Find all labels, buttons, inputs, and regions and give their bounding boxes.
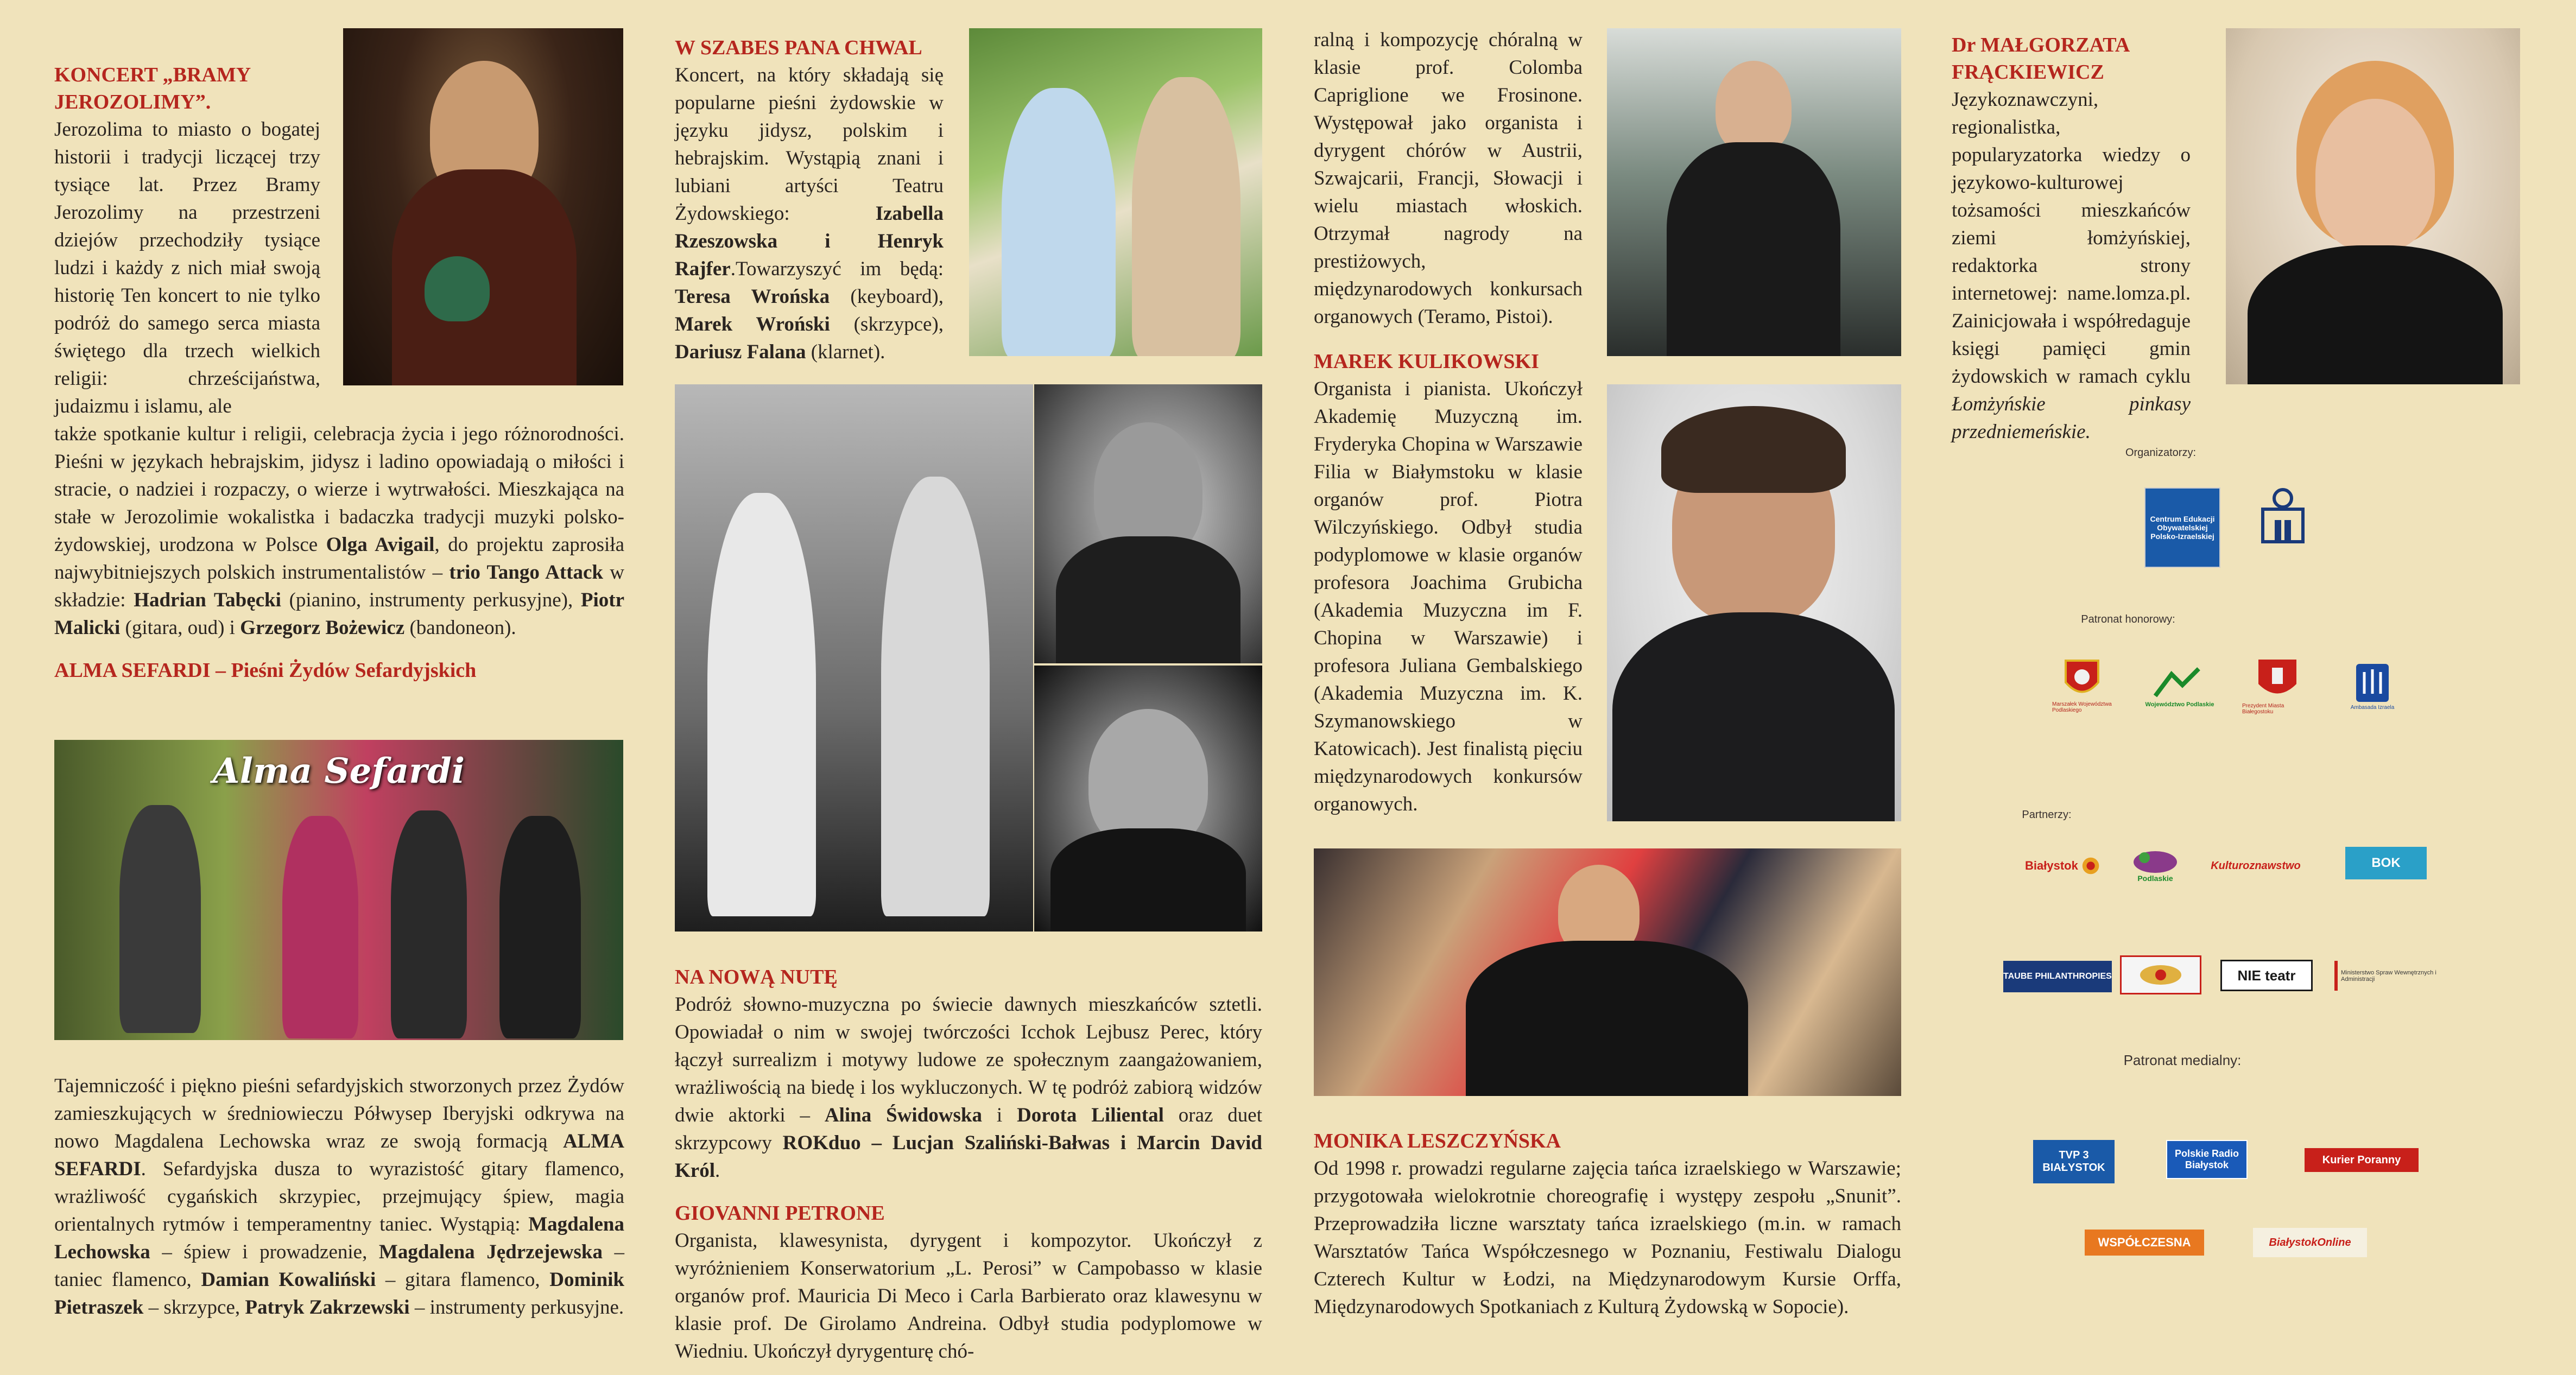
photo-alma-sefardi (54, 740, 623, 1040)
partner-logo-podlaskie: Podlaskie (2123, 841, 2188, 888)
partner-logo-bok: BOK (2345, 847, 2427, 879)
leszczynska-heading: MONIKA LESZCZYŃSKA (1314, 1130, 1561, 1152)
hon-logo-2: Województwo Podlaskie (2139, 650, 2220, 721)
column-2-lower (675, 964, 1262, 1365)
partner-logo-nieteatr: NIE teatr (2220, 960, 2313, 991)
honorary-logos (2052, 650, 2410, 721)
column-3-lower (1314, 1127, 1901, 1321)
photo-malgorzata-frackiewicz (2226, 28, 2520, 384)
partner-logo-taube: TAUBE PHILANTHROPIES (2003, 961, 2112, 992)
hon-logo-1: Marszałek Województwa Podlaskiego (2052, 650, 2112, 721)
media-logo-bialystokonline: BiałystokOnline (2253, 1228, 2367, 1257)
media-logo-polskie-radio: Polskie Radio Białystok (2166, 1140, 2248, 1179)
column-4 (1952, 31, 2191, 446)
column-3 (1314, 26, 1583, 818)
partner-logo-emblem (2120, 955, 2201, 994)
alma-photo-caption: Alma Sefardi (212, 751, 465, 791)
nuta-heading: NA NOWĄ NUTĘ (675, 966, 838, 989)
org-logo-house-icon (2253, 487, 2313, 558)
petrone-body-cont: ralną i kompozycję chóralną w klasie prof. Colomba Capriglione we Frosinone. Występował jako organista i dyrygent chórów w Austrii, Szwajcarii, Francji, Słowacji i wielu miastach włoskich. Otrzymał nagrody na prestiżowych, międzynarodowych konkursach organowych (Teramo, Pistoi). (1314, 29, 1583, 328)
photo-giovanni-petrone (1607, 28, 1901, 356)
media-label: Patronat medialny: (2123, 1052, 2242, 1068)
partners-label: Partnerzy: (2022, 809, 2072, 821)
partner-logo-bialystok: Białystok (2025, 844, 2101, 888)
org-logo-ceo: Centrum Edukacji Obywatelskiej Polsko-Izraelskiej (2144, 487, 2220, 568)
szabes-body: Koncert, na który składają się popularne pieśni żydowskie w języku jidysz, polskim i hebrajskim. Wystąpią znani i lubiani artyści Teatru Żydowskiego: Izabella Rzeszowska i Henryk Rajfer.Towarzyszyć im będą: Teresa Wrońska (keyboard), Marek Wroński (skrzypce), Dariusz Falana (klarnet). (675, 64, 944, 363)
photo-rokduo (675, 384, 1033, 932)
petrone-heading: GIOVANNI PETRONE (675, 1202, 885, 1225)
koncert-heading: KONCERT „BRAMY JEROZOLIMY”. (54, 64, 250, 113)
photo-monika-leszczynska (1314, 848, 1901, 1096)
partner-logo-mswia: Ministerstwo Spraw Wewnętrznych i Administracji (2334, 961, 2459, 991)
szabes-heading: W SZABES PANA CHWAL (675, 36, 922, 59)
photo-marek-kulikowski (1607, 384, 1901, 821)
honorary-label: Patronat honorowy: (2081, 613, 2175, 625)
nuta-body: Podróż słowno-muzyczna po świecie dawnych mieszkańców sztetli. Opowiadał o nim w swojej twórczości Icchok Lejbusz Perec, który łączył surrealizm i motywy ludowe ze społecznym zaangażowaniem, wrażliwością na biedę i los wykluczonych. W tę podróż zabiorą widzów dwie aktorki – Alina Świdowska i Dorota Liliental oraz duet skrzypcowy ROKduo – Lucjan Szaliński-Bałwas i Marcin David Król. (675, 993, 1263, 1182)
hon-logo-3: Prezydent Miasta Białegostoku (2242, 650, 2313, 721)
partner-logo-kulturoznawstwo: Kulturoznawstwo (2211, 859, 2301, 872)
photo-rzeszowska-rajfer (969, 28, 1262, 356)
alma-heading: ALMA SEFARDI – Pieśni Żydów Sefardyjskich (54, 659, 477, 682)
media-logo-wspolczesna: WSPÓŁCZESNA (2085, 1230, 2204, 1256)
kulikowski-heading: MAREK KULIKOWSKI (1314, 350, 1539, 373)
organizers-label: Organizatorzy: (2125, 447, 2197, 459)
kulikowski-body: Organista i pianista. Ukończył Akademię Muzyczną im. Fryderyka Chopina w Warszawie Filia w Białymstoku w klasie organów prof. Piotra Wilczyńskiego. Odbył studia podyplomowe w klasie organów profesora Joachima Grubicha (Akademia Muzyczna im F. Chopina w Warszawie) i profesora Juliana Gembalskiego (Akademia Muzyczna im. K. Szymanowskiego w Katowicach). Jest finalistą pięciu międzynarodowych konkursów organowych. (1314, 378, 1583, 815)
photo-dorota-liliental (1034, 666, 1262, 932)
hon-logo-4: Ambasada Izraela (2340, 650, 2405, 721)
photo-alina-swidowska (1034, 384, 1262, 663)
petrone-body: Organista, klawesynista, dyrygent i kompozytor. Ukończył z wyróżnieniem Konserwatorium „L. Perosi” w Campobasso w klasie organów prof. Mauricia Di Meco i Carla Barbierato oraz klawesynu w klasie prof. De Girolamo Andreina. Odbył studia podyplomowe w Wiedniu. Ukończył dyrygenturę chó- (675, 1230, 1262, 1363)
frackiewicz-body: Językoznawczyni, regionalistka, popularyzatorka wiedzy o językowo-kulturowej tożsamości mieszkańców ziemi łomżyńskiej, redaktorka strony internetowej: name.lomza.pl. Zainicjowała i współredaguje księgi pamięci gmin żydowskich w ramach cyklu Łomżyńskie pinkasy przedniemeńskie. (1952, 88, 2191, 443)
column-1 (54, 24, 624, 684)
column-2 (675, 24, 957, 366)
koncert-intro: Jerozolima to miasto o bogatej historii i tradycji liczącej trzy tysiące lat. Przez Bramy Jerozolimy na przestrzeni dziejów przechodziły tysiące ludzi i każdy z nich miał swoją historię Ten koncert to nie tylko podróż do samego serca miasta świętego dla trzech wielkich religii: chrześcijaństwa, judaizmu i islamu, ale (54, 118, 320, 417)
media-logo-kurier-poranny: Kurier Poranny (2305, 1148, 2419, 1172)
koncert-body: także spotkanie kultur i religii, celebracja życia i jego różnorodności. Pieśni w językach hebrajskim, jidysz i ladino opowiadają o miłości i stracie, o nadziei i rozpaczy, o wierze i wytrwałości. Mieszkająca na stałe w Jerozolimie wokalistka i badaczka tradycji muzyki polsko-żydowskiej, urodzona w Polsce Olga Avigail, do projektu zaprosiła najwybitniejszych polskich instrumentalistów – trio Tango Attack w składzie: Hadrian Tabęcki (pianino, instrumenty perkusyjne), Piotr Malicki (gitara, oud) i Grzegorz Bożewicz (bandoneon). (54, 423, 625, 639)
frackiewicz-heading: Dr MAŁGORZATA FRĄCKIEWICZ (1952, 34, 2129, 84)
media-logo-tvp3: TVP 3 BIAŁYSTOK (2033, 1140, 2115, 1183)
alma-body: Tajemniczość i piękno pieśni sefardyjskich stworzonych przez Żydów zamieszkujących w średniowieczu Półwysep Iberyjski odkrywa na nowo Magdalena Lechowska wraz ze swoją formacją ALMA SEFARDI. Sefardyjska dusza to wyrazistość gitary flamenco, wrażliwość cygańskich skrzypiec, przejmujący śpiew, magia orientalnych rytmów i temperamentny taniec. Wystąpią: Magdalena Lechowska – śpiew i prowadzenie, Magdalena Jędrzejewska – taniec flamenco, Damian Kowaliński – gitara flamenco, Dominik Pietraszek – skrzypce, Patryk Zakrzewski – instrumenty perkusyjne. (54, 1075, 625, 1319)
leszczynska-body: Od 1998 r. prowadzi regularne zajęcia tańca izraelskiego w Warszawie; przygotowała wielokrotnie choreografię i występy zespołu „Snunit”. Przeprowadziła liczne warsztaty tańca izraelskiego (m.in. w ramach Warsztatów Tańca Współczesnego w Poznaniu, Festiwalu Dialogu Czterech Kultur w Łodzi, na Międzynarodowym Kursie Orffa, Międzynarodowych Spotkaniach z Kulturą Żydowską w Sopocie). (1314, 1157, 1901, 1318)
